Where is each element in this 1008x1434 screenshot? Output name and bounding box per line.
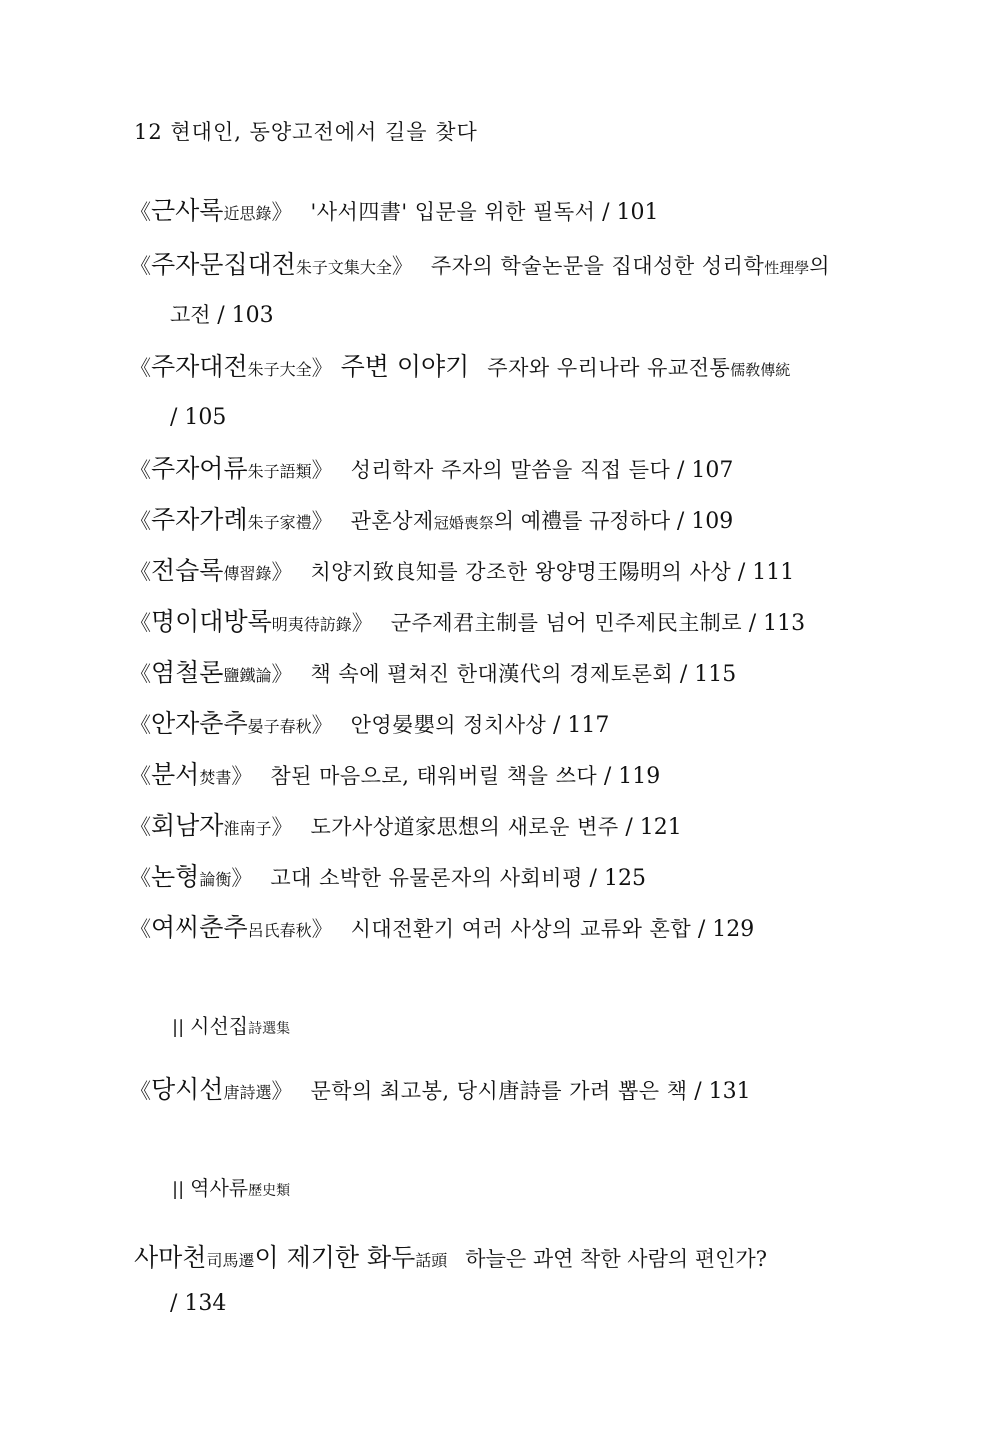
close-bracket: 》: [271, 1079, 293, 1103]
toc-entry-continuation[interactable]: [170, 1288, 226, 1319]
close-bracket: 》: [231, 764, 253, 788]
entry-continuation-text: 고전: [170, 303, 211, 327]
close-bracket: 》: [311, 509, 333, 533]
close-bracket: 》: [231, 866, 253, 890]
toc-entry[interactable]: [130, 505, 890, 538]
entry-title: 당시선: [151, 1075, 224, 1104]
close-bracket: 》: [271, 560, 293, 584]
entry-title: 근사록: [151, 196, 224, 225]
entry-page: / 115: [679, 662, 737, 687]
entry-hanja: 司馬遷: [206, 1251, 255, 1270]
entry-title: 염철론: [151, 658, 224, 687]
entry-page: / 134: [170, 1291, 227, 1316]
toc-entry[interactable]: [130, 1075, 890, 1108]
entry-hanja: 呂氏春秋: [247, 921, 312, 940]
entry-title: 사마천: [134, 1243, 207, 1272]
open-bracket: 《: [130, 662, 151, 686]
open-bracket: 《: [130, 560, 151, 584]
entry-hanja-2: 話頭: [415, 1251, 448, 1270]
entry-subtitle-tail: 의: [809, 254, 830, 278]
entry-page: / 111: [737, 560, 795, 585]
entry-subtitle: '사서四書' 입문을 위한 필독서: [310, 200, 596, 224]
entry-hanja: 淮南子: [223, 819, 272, 838]
entry-title: 여씨춘추: [151, 913, 248, 942]
entry-subtitle: 성리학자 주자의 말씀을 직접 듣다: [350, 458, 671, 482]
entry-hanja: 近思錄: [223, 204, 272, 223]
open-bracket: 《: [130, 356, 151, 380]
section-bar: ||: [172, 1179, 185, 1200]
toc-entry[interactable]: [130, 454, 890, 487]
entry-title: 주자문집대전: [151, 250, 296, 279]
toc-entry[interactable]: [130, 352, 890, 385]
toc-entry[interactable]: [130, 250, 890, 283]
entry-subtitle: 주자와 우리나라 유교전통: [487, 356, 731, 380]
entry-page: / 129: [697, 917, 755, 942]
close-bracket: 》: [271, 200, 293, 224]
entry-page: / 101: [602, 200, 659, 225]
entry-page: / 131: [694, 1079, 751, 1104]
close-bracket: 》: [311, 713, 333, 737]
entry-title: 주자어류: [151, 454, 248, 483]
entry-subtitle-hanja: 儒敎傳統: [730, 361, 791, 379]
open-bracket: 《: [130, 509, 151, 533]
entry-title: 명이대방록: [151, 607, 272, 636]
open-bracket: 《: [130, 254, 151, 278]
entry-subtitle: 도가사상道家思想의 새로운 변주: [310, 815, 619, 839]
entry-subtitle: 관혼상제: [350, 509, 434, 533]
close-bracket: 》: [311, 917, 333, 941]
toc-entry[interactable]: [130, 811, 890, 844]
close-bracket: 》: [351, 611, 373, 635]
entry-subtitle: 참된 마음으로, 태워버릴 책을 쓰다: [270, 764, 598, 788]
section-title: 역사류: [190, 1176, 249, 1200]
entry-hanja: 晏子春秋: [247, 717, 312, 736]
open-bracket: 《: [130, 815, 151, 839]
section-heading-history: [172, 1172, 290, 1201]
toc-entry[interactable]: [130, 196, 890, 229]
entry-subtitle-tail: 의 예禮를 규정하다: [493, 509, 671, 533]
entry-title: 안자춘추: [151, 709, 248, 738]
open-bracket: 《: [130, 200, 151, 224]
section-hanja: 詩選集: [248, 1021, 291, 1037]
section-title: 시선집: [190, 1014, 249, 1038]
entry-title: 주자대전: [151, 352, 248, 381]
toc-entry[interactable]: [130, 913, 890, 946]
close-bracket: 》: [391, 254, 413, 278]
entry-page: / 109: [676, 509, 734, 534]
entry-title-tail: 이 제기한 화두: [254, 1243, 416, 1272]
open-bracket: 《: [130, 917, 151, 941]
entry-page: / 107: [677, 458, 734, 483]
entry-hanja: 朱子文集大全: [295, 258, 392, 277]
entry-hanja: 鹽鐵論: [223, 666, 272, 685]
entry-hanja: 傳習錄: [223, 564, 272, 583]
entry-hanja: 唐詩選: [223, 1083, 272, 1102]
entry-title: 회남자: [151, 811, 224, 840]
entry-page: / 113: [748, 611, 806, 636]
entry-page: / 121: [625, 815, 682, 840]
entry-page: / 117: [553, 713, 610, 738]
entry-hanja: 朱子語類: [247, 462, 312, 481]
toc-entry[interactable]: [130, 709, 890, 742]
entry-title: 논형: [151, 862, 200, 891]
entry-subtitle: 문학의 최고봉, 당시唐詩를 가려 뽑은 책: [310, 1079, 688, 1103]
close-bracket: 》: [271, 662, 293, 686]
entry-subtitle: 안영晏嬰의 정치사상: [350, 713, 547, 737]
toc-entry-continuation[interactable]: [170, 402, 226, 433]
entry-subtitle: 주자의 학술논문을 집대성한 성리학: [430, 254, 765, 278]
toc-entry[interactable]: [134, 1238, 767, 1274]
open-bracket: 《: [130, 866, 151, 890]
entry-subtitle: 하늘은 과연 착한 사람의 편인가?: [465, 1247, 767, 1271]
entry-hanja: 朱子家禮: [247, 513, 312, 532]
section-heading-poetry: [172, 1010, 290, 1039]
entry-title: 분서: [151, 760, 200, 789]
toc-entry[interactable]: [130, 862, 890, 895]
entry-title: 주자가례: [151, 505, 248, 534]
close-bracket: 》: [311, 458, 333, 482]
entry-title: 전습록: [151, 556, 224, 585]
toc-entry[interactable]: [130, 607, 890, 640]
entry-page: / 125: [589, 866, 646, 891]
close-bracket: 》: [271, 815, 293, 839]
section-bar: ||: [172, 1017, 185, 1038]
entry-subtitle: 군주제君主制를 넘어 민주제民主制로: [390, 611, 742, 635]
entry-hanja: 朱子大全: [247, 360, 312, 379]
entry-hanja: 焚書: [199, 768, 232, 787]
toc-entry-continuation[interactable]: [170, 300, 274, 331]
entry-hanja: 論衡: [199, 870, 232, 889]
entry-page: / 119: [603, 764, 661, 789]
entry-subtitle-hanja: 性理學: [764, 259, 810, 277]
entry-title-tail: 주변 이야기: [332, 352, 470, 381]
toc-entry[interactable]: [130, 760, 890, 793]
entry-page: / 105: [170, 405, 227, 430]
open-bracket: 《: [130, 713, 151, 737]
open-bracket: 《: [130, 458, 151, 482]
entry-subtitle: 고대 소박한 유물론자의 사회비평: [270, 866, 583, 890]
open-bracket: 《: [130, 611, 151, 635]
entry-subtitle-hanja: 冠婚喪祭: [433, 514, 494, 532]
section-hanja: 歷史類: [248, 1183, 291, 1199]
open-bracket: 《: [130, 1079, 151, 1103]
entry-subtitle: 치양지致良知를 강조한 왕양명王陽明의 사상: [310, 560, 732, 584]
toc-entry[interactable]: [130, 658, 890, 691]
entry-subtitle: 책 속에 펼쳐진 한대漢代의 경제토론회: [310, 662, 674, 686]
toc-entry[interactable]: [130, 556, 890, 589]
entry-subtitle: 시대전환기 여러 사상의 교류와 혼합: [350, 917, 692, 941]
close-bracket: 》: [311, 356, 333, 380]
entry-page: / 103: [217, 303, 274, 328]
entry-hanja: 明夷待訪錄: [271, 615, 352, 634]
page-header: 12 현대인, 동양고전에서 길을 찾다: [134, 120, 478, 144]
open-bracket: 《: [130, 764, 151, 788]
